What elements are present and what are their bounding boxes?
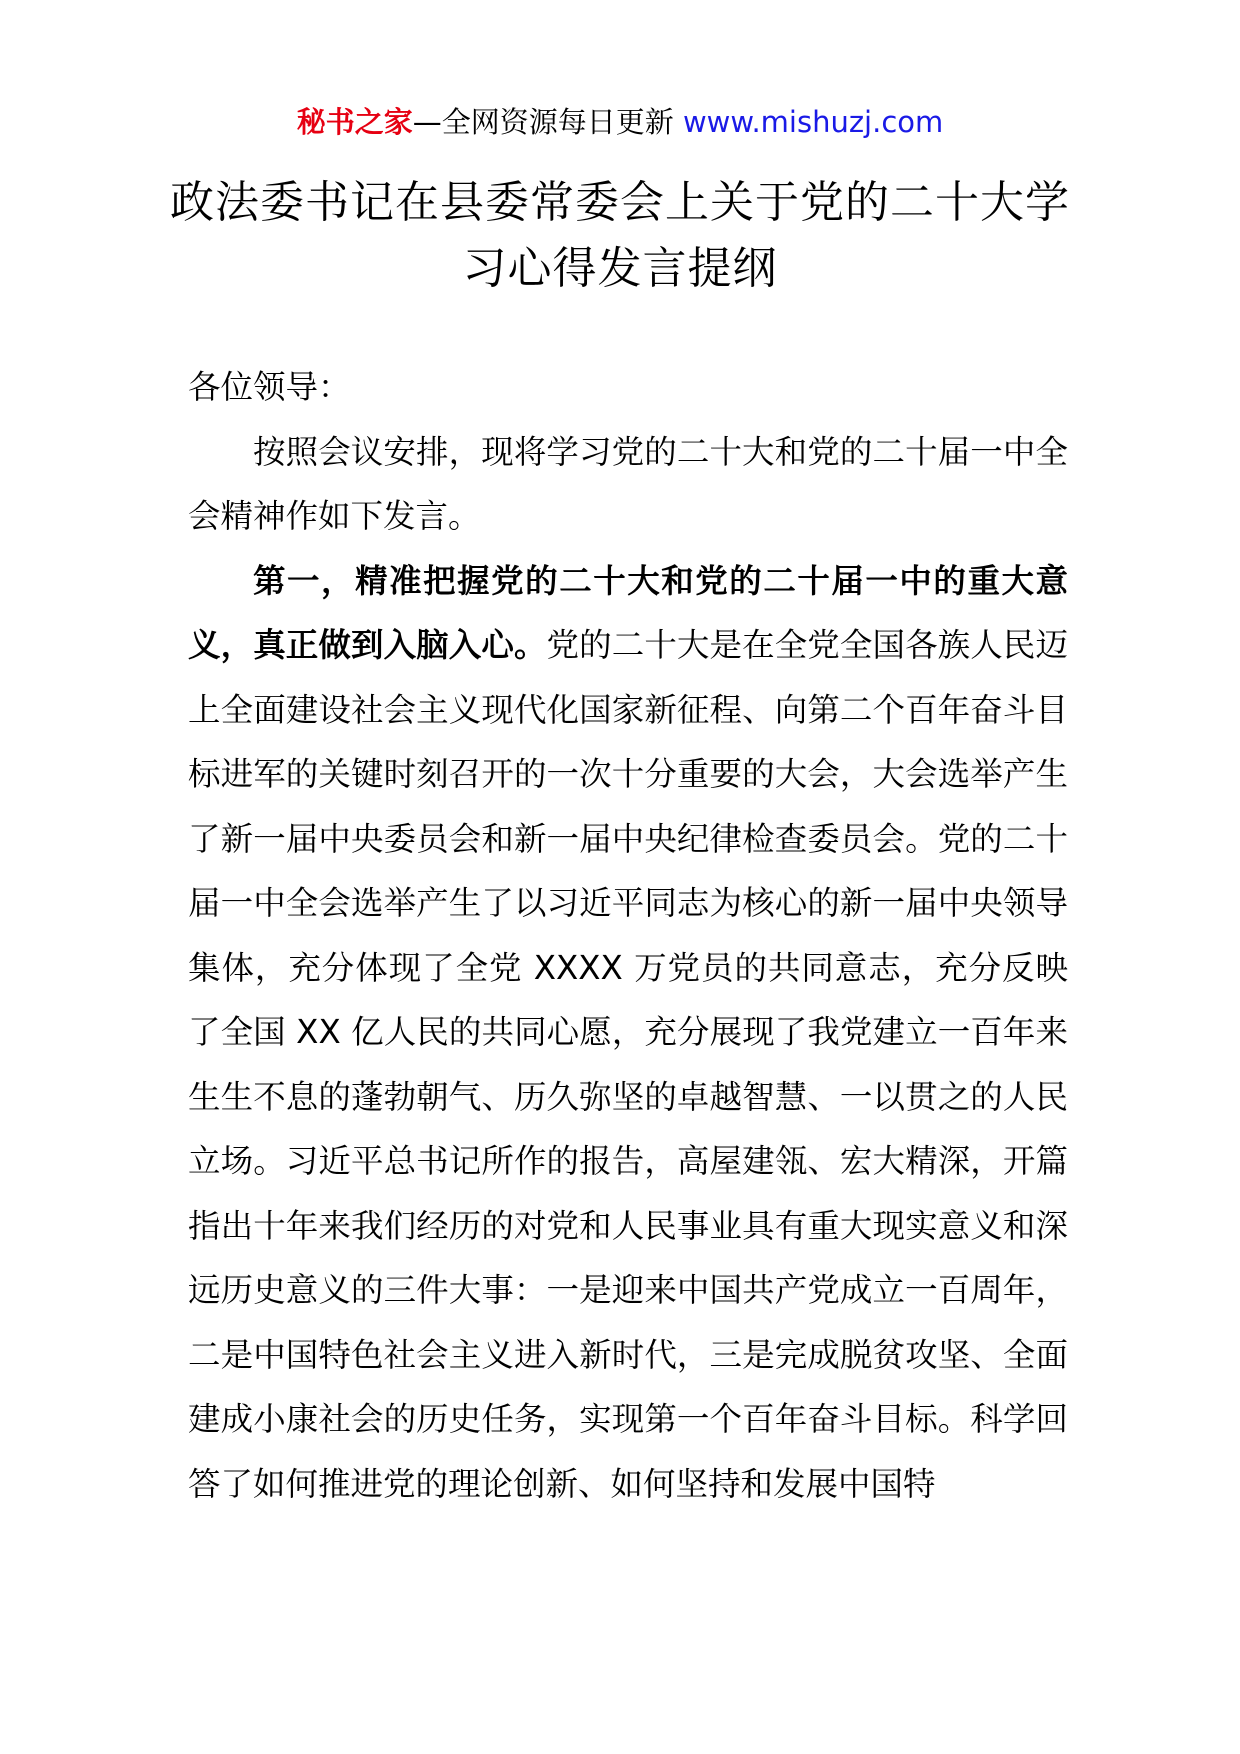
salutation: 各位领导：: [188, 368, 351, 406]
document-body: [188, 355, 1068, 1516]
section-1-heading: 第一，精准把握党的二十大和党的二十届一中的重大意义，真正做到入脑入心。: [188, 561, 1068, 664]
site-url-link[interactable]: www.mishuzj.com: [682, 105, 944, 139]
brand-name: 秘书之家: [296, 105, 413, 139]
section-1-text: 党的二十大是在全党全国各族人民迈上全面建设社会主义现代化国家新征程、向第二个百年奋斗目标进军的关键时刻召开的一次十分重要的大会，大会选举产生了新一届中央委员会和新一届中央纪律检查委员会。党的二十届一中全会选举产生了以习近平同志为核心的新一届中央领导集体，充分体现了全党 XXXX 万党员的共同意志，充分反映了全国 XX 亿人民的共同心愿，充分展现了我党建立一百年来生生不息的蓬勃朝气、历久弥坚的卓越智慧、一以贯之的人民立场。习近平总书记所作的报告，高屋建瓴、宏大精深，开篇指出十年来我们经历的对党和人民事业具有重大现实意义和深远历史意义的三件大事：一是迎来中国共产党成立一百周年，二是中国特色社会主义进入新时代，三是完成脱贫攻坚、全面建成小康社会的历史任务，实现第一个百年奋斗目标。科学回答了如何推进党的理论创新、如何坚持和发展中国特: [188, 626, 1068, 1503]
intro-paragraph: 按照会议安排，现将学习党的二十大和党的二十届一中全会精神作如下发言。: [188, 432, 1068, 535]
section-1-paragraph: [188, 549, 1068, 1517]
header-tagline: —全网资源每日更新: [412, 105, 683, 139]
site-header: [0, 102, 1240, 142]
document-title: 政法委书记在县委常委会上关于党的二十大学习心得发言提纲: [170, 177, 1070, 294]
